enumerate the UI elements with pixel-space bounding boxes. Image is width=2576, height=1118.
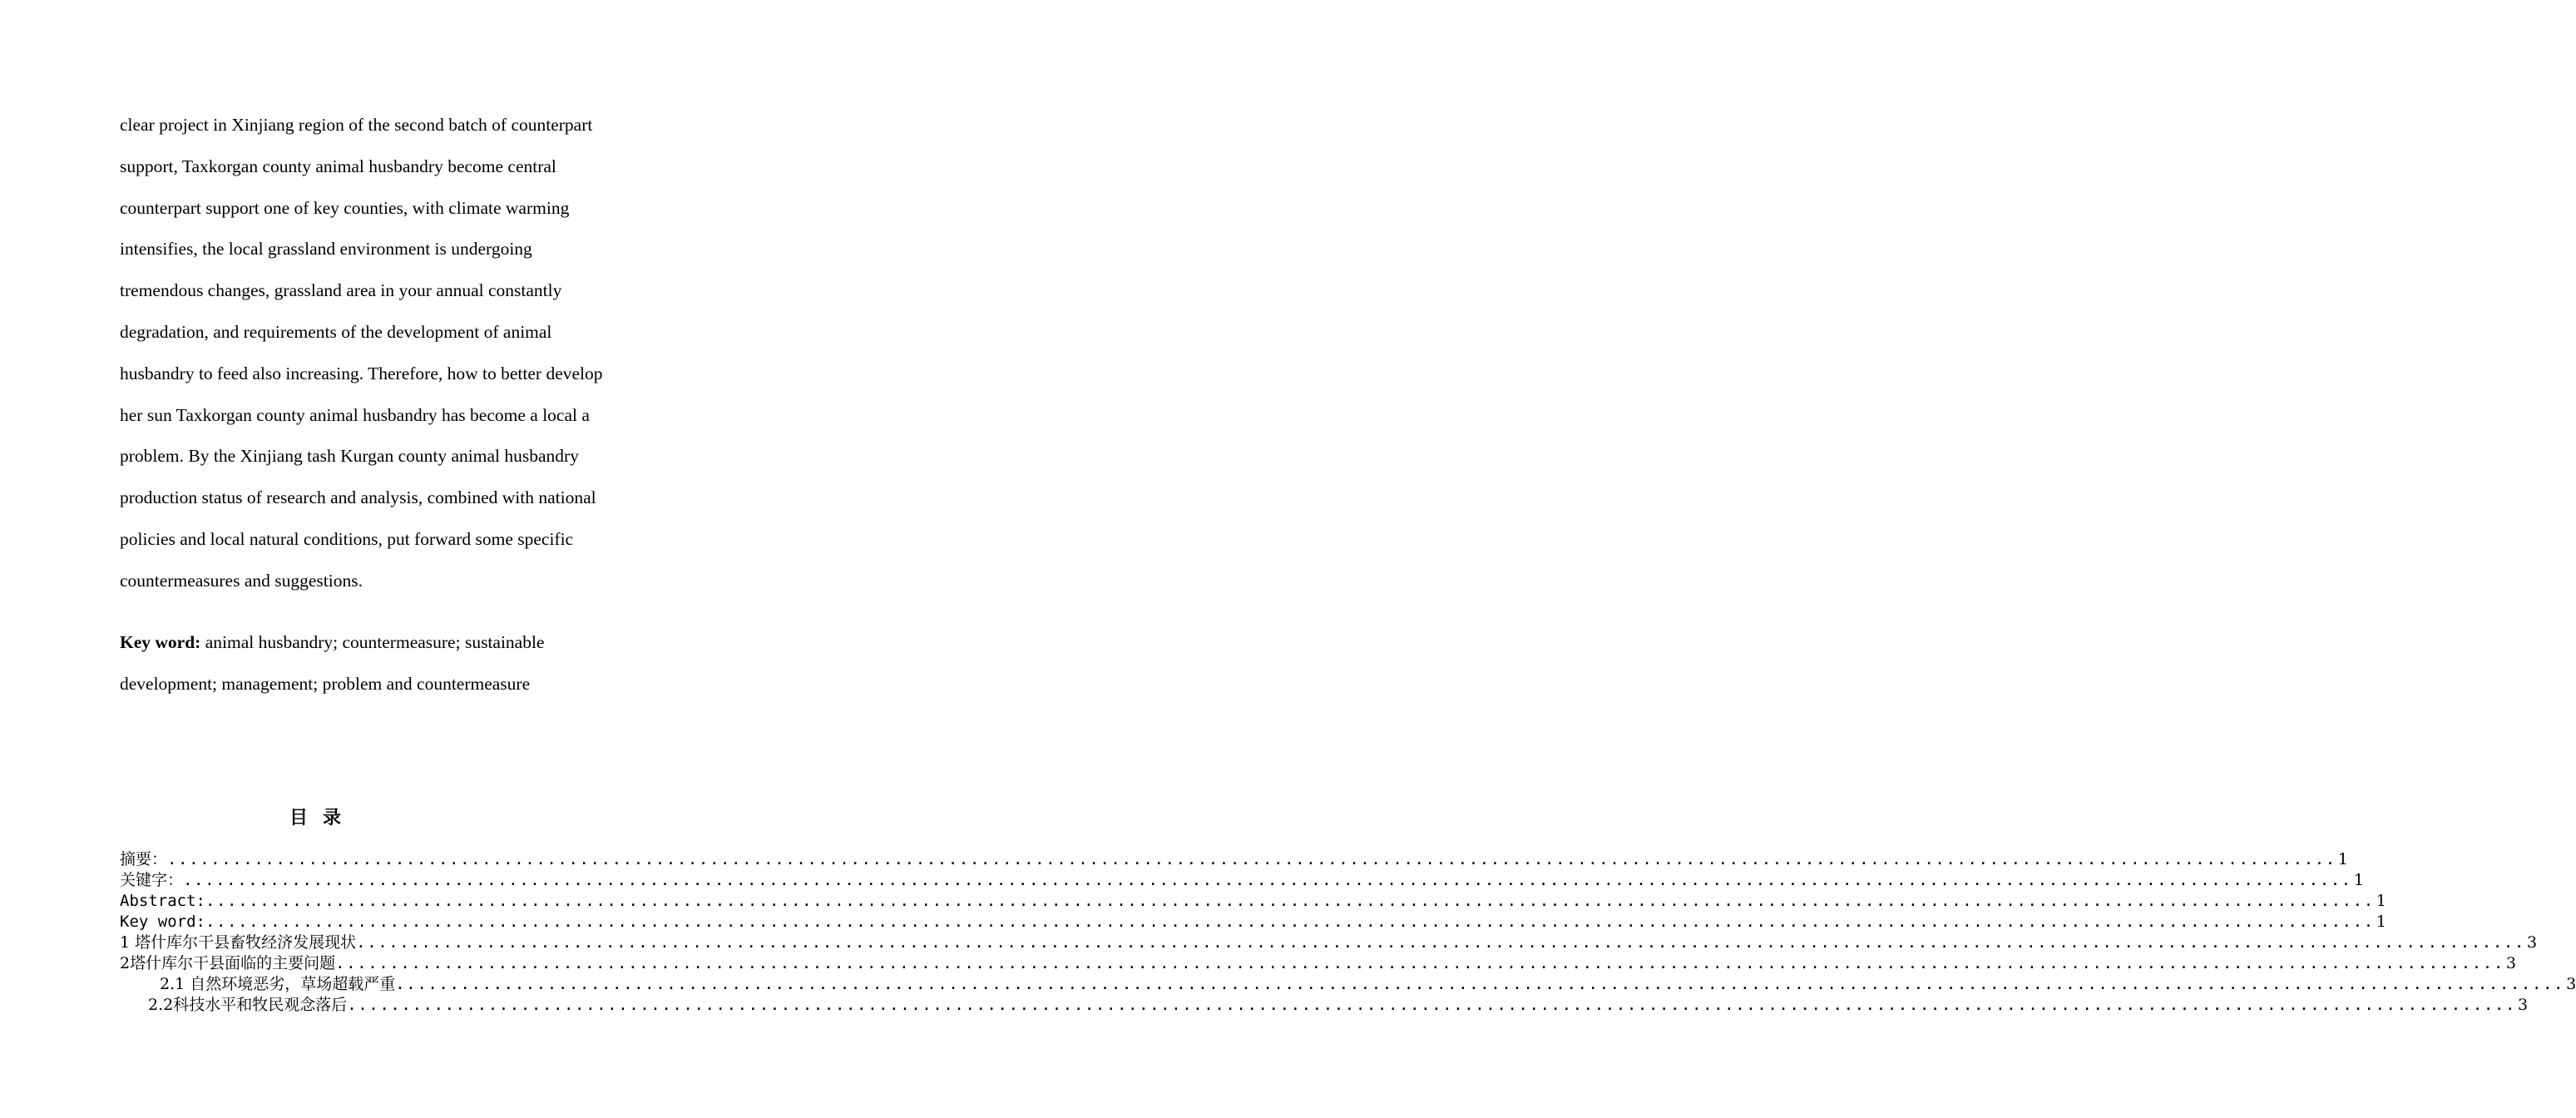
toc-page-number: 3 [2505,954,2516,972]
toc-entry[interactable] [120,995,2529,1016]
abstract-line: husbandry to feed also increasing. Therefore, how to better develop [120,363,603,383]
abstract-line: policies and local natural conditions, put forward some specific [120,528,574,549]
toc-entry-label: 关键字： [120,871,184,889]
toc-page-number: 1 [2376,913,2386,931]
toc-entry[interactable] [120,912,2386,932]
toc-entry-label: Key word: [120,913,205,931]
toc-leader-dots: ........................................................................................................................................................................................................ [356,933,2525,952]
abstract-line: tremendous changes, grassland area in your annual constantly [120,280,562,301]
abstract-line: countermeasures and suggestions. [120,570,363,591]
toc-leader-dots: ........................................................................................................................................................................................................ [335,954,2504,972]
abstract-line: degradation, and requirements of the development of animal [120,321,552,342]
toc-entry-label: 2塔什库尔干县面临的主要问题 [120,954,336,972]
abstract-line: intensifies, the local grassland environment is undergoing [120,239,532,260]
abstract-line: support, Taxkorgan county animal husbandry become central [120,156,556,176]
table-of-contents [120,849,2576,1016]
keywords-text: animal husbandry; countermeasure; sustainable [200,632,545,652]
toc-entry[interactable] [120,849,2348,870]
toc-leader-dots: ........................................................................................................................................................................................................ [167,850,2336,868]
toc-page-number: 1 [2376,892,2386,910]
toc-page-number: 1 [2353,871,2364,889]
toc-title: 目录 [289,808,357,829]
toc-entry-label: 2.2科技水平和牧民观念落后 [148,996,348,1014]
keywords-line: development; management; problem and countermeasure [120,673,531,694]
toc-entry[interactable] [120,953,2516,974]
toc-leader-dots: ........................................................................................................................................................................................................ [395,975,2565,993]
toc-entry[interactable] [120,932,2538,953]
toc-page-number: 3 [2518,996,2529,1014]
toc-leader-dots: ........................................................................................................................................................................................................ [205,892,2375,910]
abstract-line: problem. By the Xinjiang tash Kurgan county animal husbandry [120,446,579,467]
toc-page-number: 1 [2337,850,2348,868]
toc-page-number: 3 [2566,975,2576,993]
toc-leader-dots: ........................................................................................................................................................................................................ [205,913,2375,931]
toc-leader-dots: ........................................................................................................................................................................................................ [347,996,2517,1014]
keywords-label: Key word: [120,632,201,652]
toc-leader-dots: ........................................................................................................................................................................................................ [183,871,2352,889]
keywords-line [120,626,685,667]
abstract-line: clear project in Xinjiang region of the second batch of counterpart [120,115,593,135]
keywords-paragraph [120,626,685,709]
toc-entry[interactable] [120,974,2576,995]
toc-entry-label: 摘要： [120,850,168,868]
abstract-line: production status of research and analysis, combined with national [120,487,596,508]
toc-entry[interactable] [120,891,2386,912]
abstract-body [120,108,685,606]
toc-entry[interactable] [120,870,2364,891]
toc-entry-label: 1 塔什库尔干县畜牧经济发展现状 [120,933,357,952]
toc-entry-label: 2.1 自然环境恶劣，草场超载严重 [160,975,396,993]
toc-entry-label: Abstract: [120,892,205,910]
abstract-line: her sun Taxkorgan county animal husbandry has become a local a [120,404,590,425]
abstract-line: counterpart support one of key counties, with climate warming [120,197,570,218]
toc-page-number: 3 [2526,933,2538,952]
